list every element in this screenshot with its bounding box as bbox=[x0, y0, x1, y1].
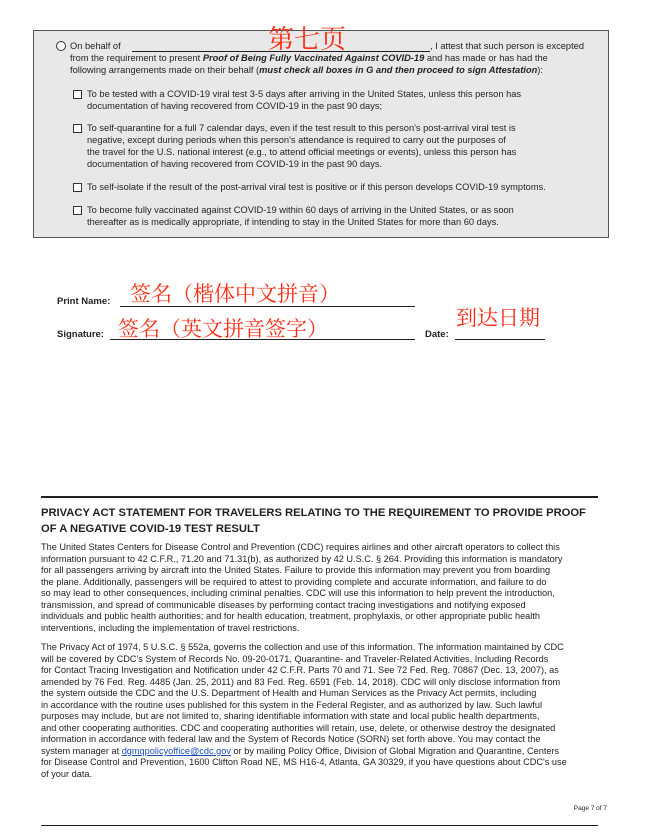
footer-rule bbox=[41, 825, 598, 826]
annotation-page-label: 第七页 bbox=[268, 25, 347, 55]
on-behalf-radio[interactable] bbox=[56, 41, 66, 51]
checkbox-2-line-3: the travel for the U.S. national interest (e.g., to attend official meetings or events), unless this person has bbox=[87, 147, 517, 157]
checkbox-4-line-2: thereafter as is medically appropriate, if intending to stay in the United States for more than 60 days. bbox=[87, 217, 499, 227]
checkbox-get-vaccinated[interactable] bbox=[73, 206, 82, 215]
privacy-paragraph-2: The Privacy Act of 1974, 5 U.S.C. § 552a, governs the collection and use of this information. The information maintained by CDC will be covered by CDC's System of Records No. 09-20-0171, Quarantine- and Traveler-Related Activities, Including Records for Contact Tracing Investigation and Notification under 42 C.F.R. Parts 70 and 71. See 72 Fed. Reg. 70867 (Dec. 13, 2007), as amended by 76 Fed. Reg. 4485 (Jan. 25, 2011) and 83 Fed. Reg. 6591 (Feb. 14, 2018). CDC will only disclose information from the system outside the CDC and the U.S. Department of Health and Human Services as the Privacy Act permits, including in accordance with the routine uses published for this system in the Federal Register, and as authorized by law. Such lawful purposes may include, but are not limited to, sharing identifiable information with state and local public health departments, and other cooperating authorities. CDC and cooperating authorities will retain, use, delete, or otherwise destroy the designated information in accordance with federal law and the System of Records Notice (SORN) set forth above. You may contact the system manager at dgmqpolicyoffice@cdc.gov or by mailing Policy Office, Division of Global Migration and Quarantine, Centers for Disease Control and Prevention, 1600 Clifton Road NE, MS H16-4, Atlanta, GA 30329, if you have questions about CDC's use of your data. bbox=[41, 642, 567, 780]
checkbox-2-line-4: documentation of having recovered from COVID-19 in the past 90 days. bbox=[87, 159, 383, 169]
checkbox-self-isolate[interactable] bbox=[73, 183, 82, 192]
attestation-line-3: following arrangements made on their behalf (must check all boxes in G and then proceed to sign Attestation): bbox=[70, 65, 543, 75]
checkbox-3-line-1: To self-isolate if the result of the post-arrival viral test is positive or if this person develops COVID-19 symptoms. bbox=[87, 182, 546, 192]
checkbox-2-line-1: To self-quarantine for a full 7 calendar days, even if the test result to this person's post-arrival viral test is bbox=[87, 123, 516, 133]
policy-office-email-link[interactable]: dgmqpolicyoffice@cdc.gov bbox=[121, 745, 231, 756]
annotation-date-hint: 到达日期 bbox=[456, 306, 540, 330]
privacy-top-rule bbox=[41, 496, 598, 498]
annotation-signature-hint: 签名（英文拼音签字） bbox=[118, 317, 328, 341]
on-behalf-suffix: , I attest that such person is excepted bbox=[430, 41, 585, 51]
checkbox-test-after-arrival[interactable] bbox=[73, 90, 82, 99]
privacy-paragraph-1: The United States Centers for Disease Control and Prevention (CDC) requires airlines and other aircraft operators to collect this information pursuant to 42 C.F.R., 71.20 and 71.31(b), as authorized by 42 U.S.C. § 264. Providing this information is mandatory for all passengers arriving by aircraft into the United States. Failure to provide this information may prevent you from boarding the plane. Additionally, passengers will be required to attest to providing complete and accurate information, and failure to do so may lead to other consequences, including criminal penalties. CDC will use this information to help prevent the introduction, transmission, and spread of communicable diseases by performing contact tracing investigations and notifying exposed individuals and public health authorities; and for health education, treatment, prophylaxis, or other appropriate public health interventions, including the implementation of travel restrictions. bbox=[41, 542, 563, 633]
checkbox-1-line-1: To be tested with a COVID-19 viral test 3-5 days after arriving in the United States, unless this person has bbox=[87, 89, 522, 99]
page-number: Page 7 of 7 bbox=[573, 805, 607, 812]
on-behalf-prefix: On behalf of bbox=[70, 41, 121, 51]
date-field[interactable] bbox=[455, 339, 545, 340]
attestation-line-2: from the requirement to present Proof of Being Fully Vaccinated Against COVID-19 and has made or has had the bbox=[70, 53, 548, 63]
checkbox-2-line-2: negative, except during periods when this person's attendance is required to carry out the purposes of bbox=[87, 135, 506, 145]
date-label: Date: bbox=[425, 329, 449, 340]
privacy-title: PRIVACY ACT STATEMENT FOR TRAVELERS RELATING TO THE REQUIREMENT TO PROVIDE PROOF OF A NEGATIVE COVID-19 TEST RESULT bbox=[41, 507, 586, 535]
checkbox-self-quarantine[interactable] bbox=[73, 124, 82, 133]
annotation-print-name-hint: 签名（楷体中文拼音） bbox=[130, 282, 340, 306]
print-name-label: Print Name: bbox=[57, 296, 111, 307]
signature-label: Signature: bbox=[57, 329, 104, 340]
checkbox-4-line-1: To become fully vaccinated against COVID-19 within 60 days of arriving in the United States, or as soon bbox=[87, 205, 514, 215]
checkbox-1-line-2: documentation of having recovered from COVID-19 in the past 90 days; bbox=[87, 101, 383, 111]
